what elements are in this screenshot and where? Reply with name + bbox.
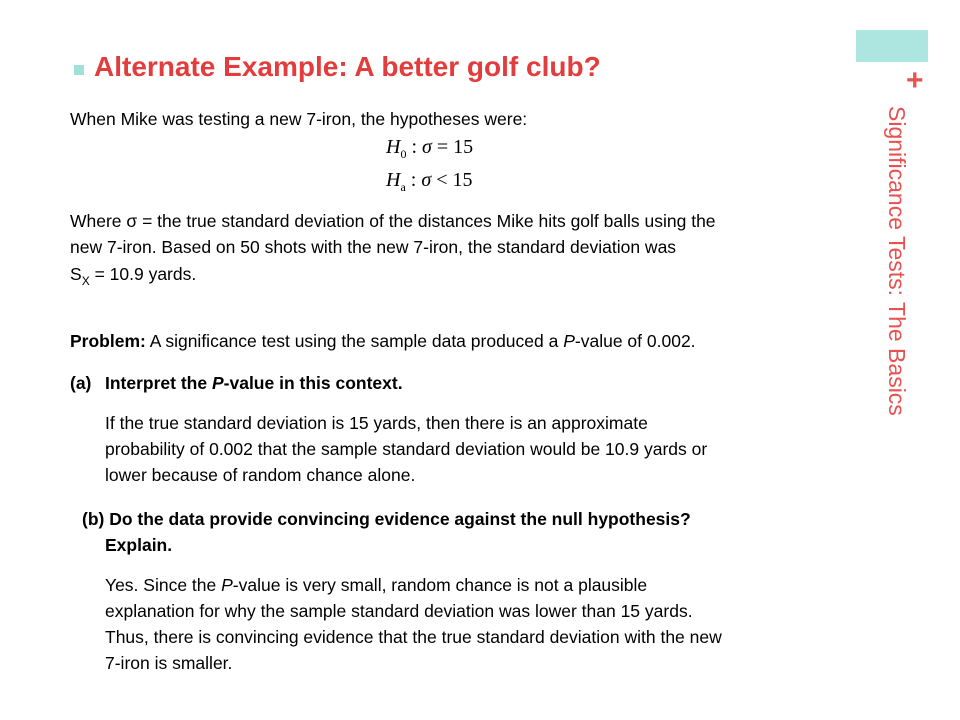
title-bullet <box>74 65 84 75</box>
sample-sd-line <box>70 263 196 288</box>
sx-sub: X <box>81 274 90 288</box>
h0-value: 15 <box>453 136 474 158</box>
alt-hypothesis <box>386 169 473 192</box>
ans-b-p: P <box>221 575 233 595</box>
h0-sub: 0 <box>400 147 407 161</box>
answer-a-line-2: probability of 0.002 that the sample standard deviation would be 10.9 yards or <box>105 439 708 459</box>
ans-b-text-b: -value is very small, random chance is not a plausible <box>232 575 648 595</box>
answer-b-line-4: 7-iron is smaller. <box>105 653 233 673</box>
ha-sub: a <box>400 180 406 194</box>
section-title-vertical: Significance Tests: The Basics <box>884 106 910 416</box>
ha-letter: H <box>386 169 401 191</box>
answer-b-line-1 <box>105 574 647 597</box>
ha-colon: : <box>405 169 422 191</box>
ans-b-text-a: Yes. Since the <box>105 575 222 595</box>
h0-sigma: σ <box>422 136 432 158</box>
qa-text-b: -value in this context. <box>223 373 403 393</box>
question-b-line-2: Explain. <box>105 535 173 555</box>
ha-op: < <box>431 169 453 191</box>
plus-mark: + <box>906 64 924 97</box>
sx-letter: S <box>70 264 82 284</box>
h0-op: = <box>431 136 454 158</box>
problem-text-a: A significance test using the sample data produced a <box>145 331 564 351</box>
where-line-1: Where σ = the true standard deviation of the distances Mike hits golf balls using the <box>70 211 716 231</box>
intro-text: When Mike was testing a new 7-iron, the hypotheses were: <box>70 109 528 129</box>
question-b-line-1: (b) Do the data provide convincing evidence against the null hypothesis? <box>82 509 691 529</box>
question-a <box>105 372 403 395</box>
answer-a-line-3: lower because of random chance alone. <box>105 465 416 485</box>
answer-a-line-1: If the true standard deviation is 15 yards, then there is an approximate <box>105 413 648 433</box>
decorative-teal-block <box>856 30 928 62</box>
h0-colon: : <box>406 136 423 158</box>
problem-statement <box>70 330 696 353</box>
answer-b-line-2: explanation for why the sample standard deviation was lower than 15 yards. <box>105 601 693 621</box>
sx-value: = 10.9 yards. <box>89 264 197 284</box>
null-hypothesis <box>386 136 473 159</box>
ha-value: 15 <box>452 169 473 191</box>
h0-letter: H <box>386 136 401 158</box>
answer-b-line-3: Thus, there is convincing evidence that the true standard deviation with the new <box>105 627 722 647</box>
slide-title: Alternate Example: A better golf club? <box>94 51 601 82</box>
problem-text-b: -value of 0.002. <box>574 331 696 351</box>
where-line-2: new 7-iron. Based on 50 shots with the new 7-iron, the standard deviation was <box>70 237 677 257</box>
ha-sigma: σ <box>421 169 432 191</box>
qa-text-a: Interpret the <box>105 373 212 393</box>
qa-p: P <box>211 373 224 393</box>
problem-label: Problem: <box>70 331 146 351</box>
problem-p: P <box>563 331 575 351</box>
question-a-label: (a) <box>70 373 92 393</box>
